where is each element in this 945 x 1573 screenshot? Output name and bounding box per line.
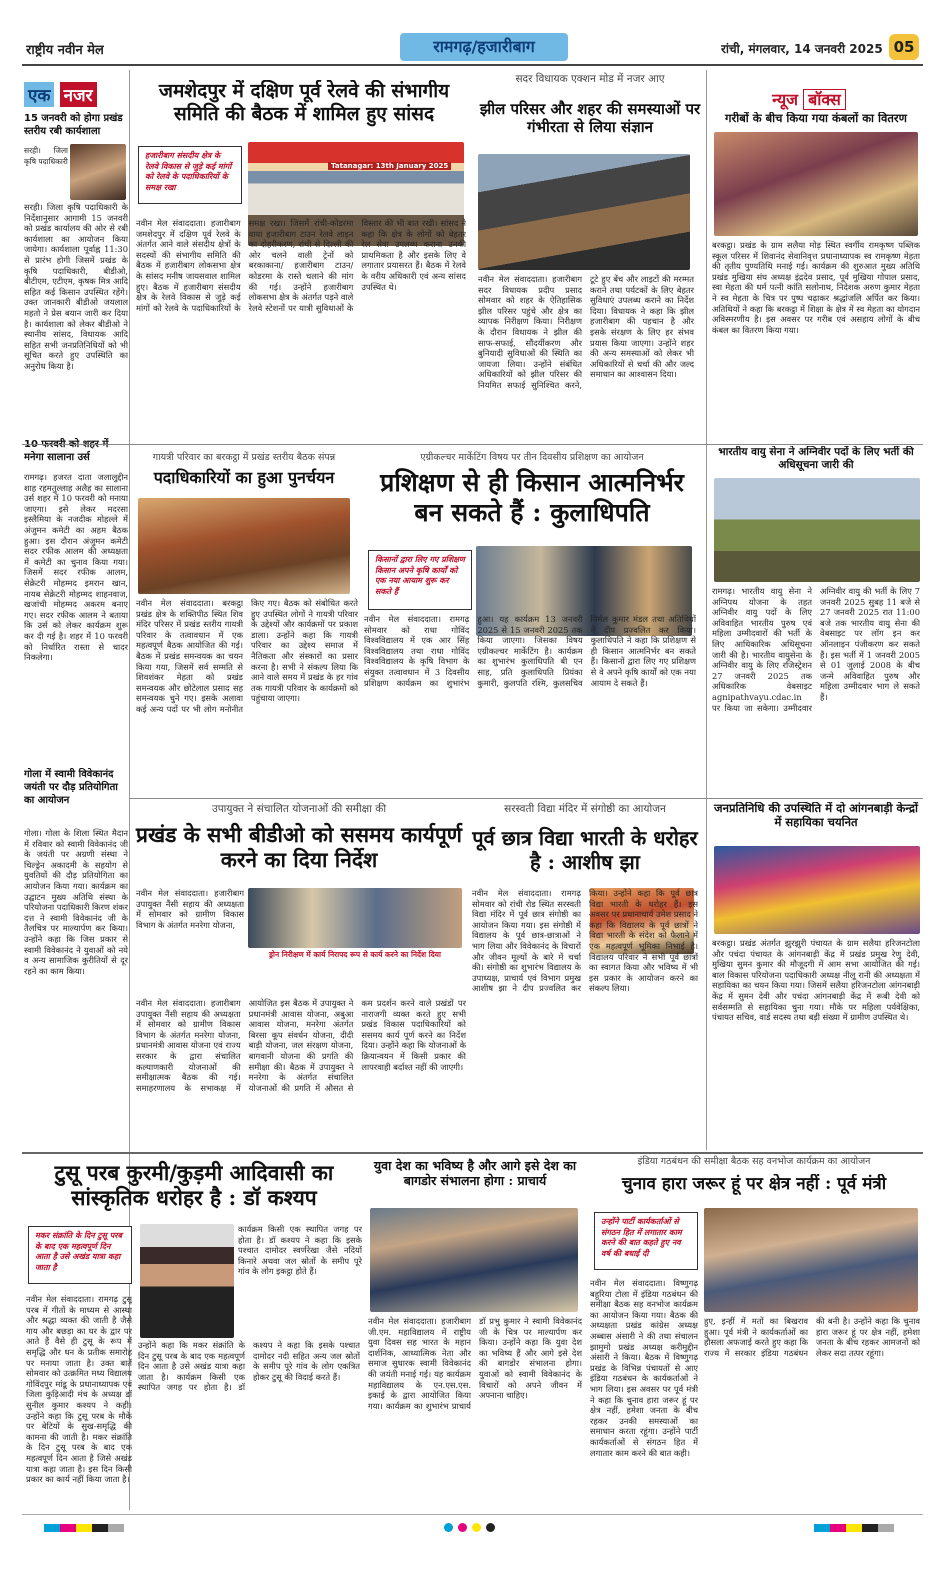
kicker-jheel: सदर विधायक एक्शन मोड में नजर आए [515,73,665,85]
story-tusu-text-1: नवीन मेल संवाददाता। रामगढ़ टुसू परब में गीतों के माध्यम से आस्था और श्रद्धा व्यक्त की जाती है जैसे गाय और बछड़ा का घर के द्वार पर आते हैं वैसे ही टुसू के रूप में समृद्धि और धन के प्रतीक समारोह पर मनाया जाता है। उक्त बातें सोमवार को उत्क्रमित मध्य विद्यालय गोविंदपुर मांडू के प्रधानाध्यापक एवं जिला कुड़िआदी मंच के अध्यक्ष डॉ सुनील कुमार कश्यप ने कही। उन्होंने कहा कि टुसू परब के मौके पर बेटियों के सुख-समृद्धि की कामना की जाती है। मकर संक्रांति के दिन टुसू परब के बाद एक महत्वपूर्ण दिन आता है जिसे अखंड यात्रा कहा जाता है। इस दिन किसी प्रकार का कार्य नहीं किया जाता है। [26,1294,132,1485]
print-registration-bar [24,1523,921,1533]
section-rule [22,444,923,445]
blanket-distribution-photo [714,132,918,236]
story-tusu-text-3: कार्यक्रम किसी एक स्थापित जगह पर होता है। डॉ कश्यप ने कहा कि इसके पश्चात दामोदर स्वर्णरेखा जैसे नदियों किनारे अथवा जल स्रोतों के समीप पूरे गांव के लोग इकट्ठा होते हैं। [238,1224,362,1277]
kicker-india-alliance: इंडिया गठबंधन की समीक्षा बैठक सह वनभोज कार्यक्रम का आयोजन [637,1156,871,1167]
brief-2-title: मनेगा सालाना उर्स [24,452,90,463]
story-anganwadi-text: बरकट्ठा। प्रखंड अंतर्गत झुरझुरी पंचायत के ग्राम सलैया हरिजनटोला और पचंदा पंचायत के आंगनबाड़ी केंद्र में प्रखंड प्रमुख रेणु देवी, मुखिया सुमन कुमार की मौजूदगी में आम सभा आयोजित की गई। बाल विकास परियोजना पदाधिकारी अध्यक्ष नीलू रानी की अध्यक्षता में सहायिका का चयन किया गया। जिसमें सलैया हरिजनटोला आंगनबाड़ी केंद्र में सुमन देवी और पचंदा आंगनबाड़ी केंद्र में रूबी देवी को सर्वसम्मति से सहायिका चुना गया। मौके पर महिला पर्यवेक्षिका, पंचायत सचिव, वार्ड सदस्य तथा बड़ी संख्या में ग्रामीण उपस्थित थे। [712,938,920,1023]
kicker-training: एग्रीकल्चर मार्केटिंग विषय पर तीन दिवसीय प्रशिक्षण का आयोजन [420,452,644,463]
headline-blankets: गरीबों के बीच किया गया कंबलों का वितरण [725,112,907,125]
column-divider [706,70,707,1150]
kicker-dc-review: उपायुक्त ने संचालित योजनाओं की समीक्षा की [211,803,387,815]
kicker-saraswati: सरस्वती विद्या मंदिर में संगोष्ठी का आयोजन [504,803,666,815]
story-minister-text-2: हुए, इन्हीं में मतों का बिखराव हुआ। पूर्व मंत्री ने कार्यकर्ताओं का हौसला अफजाई करते हुए कहा कि राज्य में सरकार इंडिया गठबंधन की बनी है। उन्होंने कहा कि चुनाव हारा जरूर हूं पर क्षेत्र नहीं, हमेशा जनता के बीच रहकर आमजनों को लेकर सदा तत्पर रहूंगा। [704,1316,920,1358]
headline-gayatri: पदाधिकारियों का हुआ पुनर्चयन [153,468,335,487]
headline-dc-review: प्रखंड के सभी बीडीओ को ससमय कार्यपूर्ण करने का दिया निर्देश [136,822,462,873]
brief-3-title: गोला में स्वामी विवेकानंद जयंती पर दौड़ प्रतियोगिता का आयोजन [24,769,118,806]
pull-quote: किसानों द्वारा लिए गए प्रशिक्षण किसान अपने कृषि कार्यों को एक नया आयाम शुरू कर सकते हैं [368,550,472,610]
section-title: रामगढ़/हजारीबाग [400,33,568,61]
headline-former-minister: चुनाव हारा जरूर हूं पर क्षेत्र नहीं : पूर्व मंत्री [621,1174,887,1194]
dc-meeting-photo [248,888,462,948]
brief-1-photo [70,144,126,200]
story-blankets-text: बरकट्ठा। प्रखंड के ग्राम सलैया मोड़ स्थित स्वर्गीय रामकृष्ण पब्लिक स्कूल परिसर में शिवानंद सेवानिवृत्त प्रधानाध्यापक स्व रामकृष्ण मेहता की तृतीय पुण्यतिथि मनाई गई। कार्यक्रम की शुरुआत मुख्य अतिथि प्रखंड मुखिया संघ अध्यक्ष इंद्रदेव प्रसाद, पूर्व मुखिया गोपाल प्रसाद, स्वा मेहता की धर्म पत्नी कांति सलोनाथ, निदेशक अरुण कुमार मेहता ने स्व मेहता के चित्र पर पुष्प चढ़ाकर श्रद्धांजलि अर्पित कर किया। अतिथियों ने कहा कि बरकट्ठा में शिक्षा के क्षेत्र में स्व मेहता का योगदान अविस्मरणीय है। इस अवसर पर गरीब एवं असहाय लोगों के बीच कंबल का वितरण किया गया। [712,240,920,335]
youth-day-photo [370,1208,578,1312]
headline-airforce: भारतीय वायु सेना ने अग्निवीर पदों के लिए भर्ती की अधिसूचना जारी की [718,446,914,471]
story-training-text: नवीन मेल संवाददाता। रामगढ़ सोमवार को राधा गोविंद विश्वविद्यालय में एक आर सिंह विश्वविद्यालय तथा राधा गोविंद विश्वविद्यालय के कृषि विभाग के संयुक्त तत्वावधान में 3 दिवसीय प्रशिक्षण कार्यक्रम का शुभारंभ हुआ। यह कार्यक्रम 13 जनवरी 2025 से 15 जनवरी 2025 तक किया जाएगा। जिसका विषय एग्रीकल्चर मार्केटिंग है। कार्यक्रम का शुभारंभ कुलाधिपति बी एन साह, प्रति कुलाधिपति प्रियंका कुमारी, कुलपति रश्मि, कुलसचिव निर्मल कुमार मंडल तथा अतिथियों ने दीप प्रज्वलित कर किया। कुलाधिपति ने कहा कि प्रशिक्षण से ही किसान आत्मनिर्भर बन सकते हैं। किसानों द्वारा लिए गए प्रशिक्षण से वे अपने कृषि कार्यों को एक नया आयाम दे सकते हैं। [364,614,696,688]
masthead-paper-name: राष्ट्रीय नवीन मेल [26,43,104,58]
alliance-meeting-photo [704,1208,918,1312]
airforce-recruits-photo [714,478,920,582]
story-airforce-text: रामगढ़। भारतीय वायु सेना ने अग्निपथ योजना के तहत अग्निवीर वायु पदों के लिए अविवाहित भारतीय पुरुष एवं महिला उम्मीदवारों की भर्ती के लिए आधिकारिक अधिसूचना जारी की है। भारतीय वायुसेना के अग्निवीर वायु के लिए रजिस्ट्रेशन 27 जनवरी 2025 तक अधिकारिक वेबसाइट agnipathvayu.cdac.in पर किया जा सकेगा। उम्मीदवार अग्निवीर वायु की भर्ती के लिए 7 जनवरी 2025 सुबह 11 बजे से 27 जनवरी 2025 रात 11:00 बजे तक भारतीय वायु सेना की वेबसाइट पर लॉग इन कर ऑनलाइन पंजीकरण कर सकते हैं। इस भर्ती में 1 जनवरी 2005 से 01 जुलाई 2008 के बीच जन्मे अविवाहित पुरुष और महिला उम्मीदवार भाग ले सकते हैं। [712,586,920,713]
story-tusu-text-2: उन्होंने कहा कि मकर संक्रांति के दिन टुसू परब के बाद एक महत्वपूर्ण दिन आता है उसे अखंड यात्रा कहा जाता है। कार्यक्रम किसी एक स्थापित जगह पर होता है। डॉ कश्यप ने कहा कि इसके पश्चात दामोदर नदी सहित अन्य जल स्रोतों के समीप पूरे गांव के लोग एकत्रित होकर टुसू की विदाई करते हैं। [138,1340,360,1393]
brief-2-text: रामगढ़। हजरत दाता जलालुद्दीन शाह रहमतुल्लाह अलैह का सालाना उर्स शहर में 10 फरवरी को मनाया जाएगा। इसे लेकर मदरसा इस्लैमिया के नजदीक मोहल्ले में अंजुमन कमेटी का अहम बैठक हुआ। इस दौरान अंजुमन कमेटी सदर रफीक आलम की अध्यक्षता में कमेटी का चुनाव किया गया। जिसमें सदर रफीक आलम, सेक्रेटरी मोहम्मद इमरान खान, नायब सेक्रेटरी मोहम्मद शाहनवाज, खजांची मोहम्मद अकरम बनाए गए। सदर रफीक आलम ने बताया कि उर्स को लेकर कार्यक्रम शुरू कर दी गई है। शहर में 10 फरवरी को निर्धारित रास्ता से चादर निकलेगा। [24,472,128,663]
story-minister-text-1: नवीन मेल संवाददाता। विष्णुगढ़ बहुरिया टोला में इंडिया गठबंधन की समीक्षा बैठक सह वनभोज कार्यक्रम का आयोजन किया गया। बैठक की अध्यक्षता प्रखंड कांग्रेस अध्यक्ष अब्बास अंसारी ने की तथा संचालन झामुमो प्रखंड अध्यक्ष करीमुद्दीन अंसारी ने किया। बैठक में विष्णुगढ़ प्रखंड के विभिन्न पंचायतों से आए इंडिया गठबंधन के कार्यकर्ताओं ने भाग लिया। इस अवसर पर पूर्व मंत्री ने कहा कि चुनाव हारा जरूर हूं पर क्षेत्र नहीं, हमेशा जनता के बीच रहकर उनकी समस्याओं का समाधान करता रहूंगा। उन्होंने पार्टी कार्यकर्ताओं से संगठन हित में लगातार काम करने की बात कही। [590,1278,698,1458]
headline-tusu: टुसू परब कुरमी/कुड़मी आदिवासी का सांस्कृतिक धरोहर है : डॉ कश्यप [54,1160,334,1211]
gayatri-meeting-photo [138,498,350,594]
dc-subhead: ड्रोन निरीक्षण में कार्य निरापद रूप से कार्य करने का निर्देश दिया [269,950,441,959]
footer-rule [22,1514,923,1515]
meeting-photo: Tatanagar: 13th January 2025 [248,142,464,246]
brief-1-title: 15 जनवरी को होगा प्रखंड स्तरीय रबी कार्यशाला [24,113,123,137]
jheel-inspection-photo [478,154,690,270]
story-gayatri-text: नवीन मेल संवाददाता। बरकट्ठा प्रखंड क्षेत्र के शक्तिपीठ स्थित शिव मंदिर परिसर में प्रखंड स्तरीय गायत्री परिवार के तत्वावधान में एक महत्वपूर्ण बैठक आयोजित की गई। बैठक में प्रखंड समन्वयक का चयन किया गया, जिसमें सर्व सम्मति से शिवशंकर मेहता को प्रखंड समन्वयक और छोटेलाल प्रसाद सह समन्वयक चुने गए। इसके अलावा कई अन्य पदों पर भी लोग मनोनीत किए गए। बैठक को संबोधित करते हुए उपस्थित लोगों ने गायत्री परिवार के उद्देश्यों और कार्यक्रमों पर प्रकाश डाला। उन्होंने कहा कि गायत्री परिवार का उद्देश्य समाज में नैतिकता और संस्कारों का प्रसार करना है। सभी ने संकल्प लिया कि आने वाले समय में प्रखंड के हर गांव तक गायत्री परिवार के कार्यक्रमों को पहुंचाया जाएगा। [136,598,358,714]
anganwadi-meeting-photo [714,846,920,934]
brief-1-lead: सरही। जिला कृषि पदाधिकारी [24,146,68,166]
story-jheel-text: नवीन मेल संवाददाता। हजारीबाग सदर विधायक प्रदीप प्रसाद सोमवार को शहर के ऐतिहासिक झील परिसर पहुंचे और क्षेत्र का व्यापक निरीक्षण किया। निरीक्षण के दौरान विधायक ने झील की साफ-सफाई, सौंदर्यीकरण और बुनियादी सुविधाओं की स्थिति का जायजा लिया। उन्होंने संबंधित अधिकारियों को झील परिसर की नियमित सफाई सुनिश्चित करने, टूटे हुए बेंच और लाइटों की मरम्मत कराने तथा पर्यटकों के लिए बेहतर सुविधाएं उपलब्ध कराने का निर्देश दिया। विधायक ने कहा कि झील हजारीबाग की पहचान है और इसके संरक्षण के लिए हर संभव प्रयास किया जाएगा। उन्होंने शहर की अन्य समस्याओं को लेकर भी अधिकारियों से चर्चा की और जल्द समाधान का आश्वासन दिया। [478,274,694,390]
story-dc-text: नवीन मेल संवाददाता। हजारीबाग उपायुक्त नैंसी सहाय की अध्यक्षता में सोमवार को ग्रामीण विकास विभाग के अंतर्गत मनरेगा योजना, प्रधानमंत्री आवास योजना एवं राज्य सरकार के द्वारा संचालित कल्याणकारी योजनाओं की समीक्षात्मक बैठक की गई। समाहरणालय के सभाकक्ष में आयोजित इस बैठक में उपायुक्त ने प्रधानमंत्री आवास योजना, अबुआ आवास योजना, मनरेगा अंतर्गत बिरसा कूप संवर्धन योजना, दीदी बाड़ी योजना, जल संरक्षण योजना, बागवानी योजना की प्रगति की समीक्षा की। बैठक में उपायुक्त ने मनरेगा के अंतर्गत संचालित योजनाओं की प्रगति में औसत से कम प्रदर्शन करने वाले प्रखंडों पर नाराजगी व्यक्त करते हुए सभी प्रखंड विकास पदाधिकारियों को ससमय कार्य पूर्ण करने का निर्देश दिया। उन्होंने कहा कि योजनाओं के क्रियान्वयन में किसी प्रकार की लापरवाही बर्दाश्त नहीं की जाएगी। [136,998,466,1093]
headline-saraswati: पूर्व छात्र विद्या भारती के धरोहर है : आशीष झा [472,826,698,874]
kicker-gayatri: गायत्री परिवार का बरकट्ठा में प्रखंड स्तरीय बैठक संपन्न [152,452,336,463]
brief-1-text: सरही। जिला कृषि पदाधिकारी के निर्देशानुसार आगामी 15 जनवरी को प्रखंड कार्यालय की ओर से रबी कार्यशाला का आयोजन किया जायेगा। कार्यशाला पूर्वाह्न 11:30 से प्रारंभ होगी जिसमें प्रखंड के कृषि पदाधिकारी, बीडीओ, बीटीएम, एटीएम, कृषक मित्र आदि सहित कई किसान उपस्थित रहेंगे। उक्त जानकारी बीडीओ जयलाल महतो ने प्रेस बयान जारी कर दिया है। कार्यशाला को लेकर बीडीओ ने स्थानीय सांसद, विधायक आदि सहित सभी जनप्रतिनिधियों को भी सूचित करते हुए उपस्थिति का अनुरोध किया है। [24,202,128,371]
news-box-label: न्यूज बॉक्स [734,88,884,110]
brief-3-text: गोला। गोला के शिला स्थित मैदान में रविवार को स्वामी विवेकानंद जी के जयंती पर अग्रणी संस्था ने चिल्ड्रेन अकादमी के सहयोग से युवतियों की दौड़ प्रतियोगिता का आयोजन किया गया। कार्यक्रम का उद्घाटन मुख्य अतिथि संस्था के परियोजना पदाधिकारी किरण शंकर दत्त ने स्वामी विवेकानंद जी के तैलचित्र पर माल्यार्पण कर किया। उन्होंने कहा कि जिस प्रकार से स्वामी विवेकानंद ने युवाओं को नये व अन्य सामाजिक कुरीतियों से दूर रहने का काम किया। [24,828,128,976]
story-saraswati-text: नवीन मेल संवाददाता। रामगढ़ सोमवार को रांची रोड स्थित सरस्वती विद्या मंदिर में पूर्व छात्र संगोष्ठी का आयोजन किया गया। इस संगोष्ठी में विद्यालय के पूर्व छात्र-छात्राओं ने भाग लिया और विवेकानंद के विचारों और जीवन मूल्यों के बारे में चर्चा की। संगोष्ठी का शुभारंभ विद्यालय के उपाध्यक्ष, प्राचार्य एवं विभाग प्रमुख आशीष झा ने दीप प्रज्वलित कर किया। उन्होंने कहा कि पूर्व छात्र विद्या भारती के धरोहर हैं। इस अवसर पर प्रधानाचार्य उमेश प्रसाद ने कहा कि विद्यालय के पूर्व छात्रों ने विद्या भारती के संदेश को फैलाने में एक महत्वपूर्ण भूमिका निभाई है। विद्यालय परिवार ने सभी पूर्व छात्रों का स्वागत किया और भविष्य में भी इस प्रकार के आयोजन करने का संकल्प लिया। [472,888,698,994]
headline-yuva: युवा देश का भविष्य है और आगे इसे देश का बागडोर संभालना होगा : प्राचार्य [373,1158,577,1188]
portrait-photo [140,1224,234,1338]
headline-jheel: झील परिसर और शहर की समस्याओं पर गंभीरता से लिया संज्ञान [479,100,701,136]
pull-quote: उन्होंने पार्टी कार्यकर्ताओं से संगठन हित में लगातार काम करने की बात कहते हुए नव वर्ष की बधाई दी [594,1212,698,1270]
story-railway-text: नवीन मेल संवाददाता। हजारीबाग जमशेदपुर में दक्षिण पूर्व रेलवे के अंतर्गत आने वाले संसदीय क्षेत्रों के सदस्यों की संभागीय समिति की बैठक में हजारीबाग लोकसभा क्षेत्र के सांसद मनीष जायसवाल शामिल हुए। बैठक में हजारीबाग संसदीय क्षेत्र के रेलवे विकास से जुड़े कई मांगों को रेलवे के पदाधिकारियों के समक्ष रखा। जिसमें रांची-कोडरमा वाया हजारीबाग टाउन रेलवे लाइन का दोहरीकरण, रांची से दिल्ली की ओर चलने वाली ट्रेनों को बरकाकाना/ हजारीबाग टाउन/ कोडरमा के रास्ते चलाने की मांग की गई। उन्होंने हजारीबाग लोकसभा क्षेत्र के अंतर्गत पड़ने वाले रेलवे स्टेशनों पर यात्री सुविधाओं के विस्तार की भी बात रखी। सांसद ने कहा कि क्षेत्र के लोगों को बेहतर रेल सेवा उपलब्ध कराना उनकी प्राथमिकता है और इसके लिए वे लगातार प्रयासरत हैं। बैठक में रेलवे के वरीय अधिकारी एवं अन्य सांसद उपस्थित थे। [136,218,466,313]
story-yuva-text: नवीन मेल संवाददाता। हजारीबाग जी.एम. महाविद्यालय में राष्ट्रीय युवा दिवस सह भारत के महान दार्शनिक, आध्यात्मिक नेता और समाज सुधारक स्वामी विवेकानंद की जयंती मनाई गई। यह कार्यक्रम महाविद्यालय के एन.एस.एस. इकाई के द्वारा आयोजित किया गया। कार्यक्रम का शुभारंभ प्राचार्य डॉ प्रभु कुमार ने स्वामी विवेकानंद जी के चित्र पर माल्यार्पण कर किया। उन्होंने कहा कि युवा देश का भविष्य हैं और आगे इसे देश की बागडोर संभालना होगा। युवाओं को स्वामी विवेकानंद के विचारों को अपने जीवन में अपनाना चाहिए। [368,1316,582,1411]
story-dc-intro: नवीन मेल संवाददाता। हजारीबाग उपायुक्त नैंसी सहाय की अध्यक्षता में सोमवार को ग्रामीण विकास विभाग के अंतर्गत मनरेगा योजना, [136,888,244,930]
headline-anganwadi: जनप्रतिनिधि की उपस्थिति में दो आंगनबाड़ी केन्द्रों में सहायिका चयनित [714,802,918,829]
header-rule [22,64,923,66]
headline-training: प्रशिक्षण से ही किसान आत्मनिर्भर बन सकते हैं : कुलाधिपति [380,468,684,527]
ek-nazar-label: एक नजर [24,82,128,108]
headline-railway-meeting: जमशेदपुर में दक्षिण पूर्व रेलवे की संभागीय समिति की बैठक में शामिल हुए सांसद [158,80,450,125]
dateline: रांची, मंगलवार, 14 जनवरी 2025 [721,42,883,56]
page-number: 05 [889,34,919,60]
section-rule [130,798,923,799]
pull-quote: हजारीबाग संसदीय क्षेत्र के रेलवे विकास से जुड़े कई मांगों को रेलवे के पदाधिकारियों के समक्ष रखा [138,146,242,204]
pull-quote: मकर संक्रांति के दिन टुसू परब के बाद एक महत्वपूर्ण दिन आता है उसे अखंड यात्रा कहा जाता है [28,1226,132,1284]
